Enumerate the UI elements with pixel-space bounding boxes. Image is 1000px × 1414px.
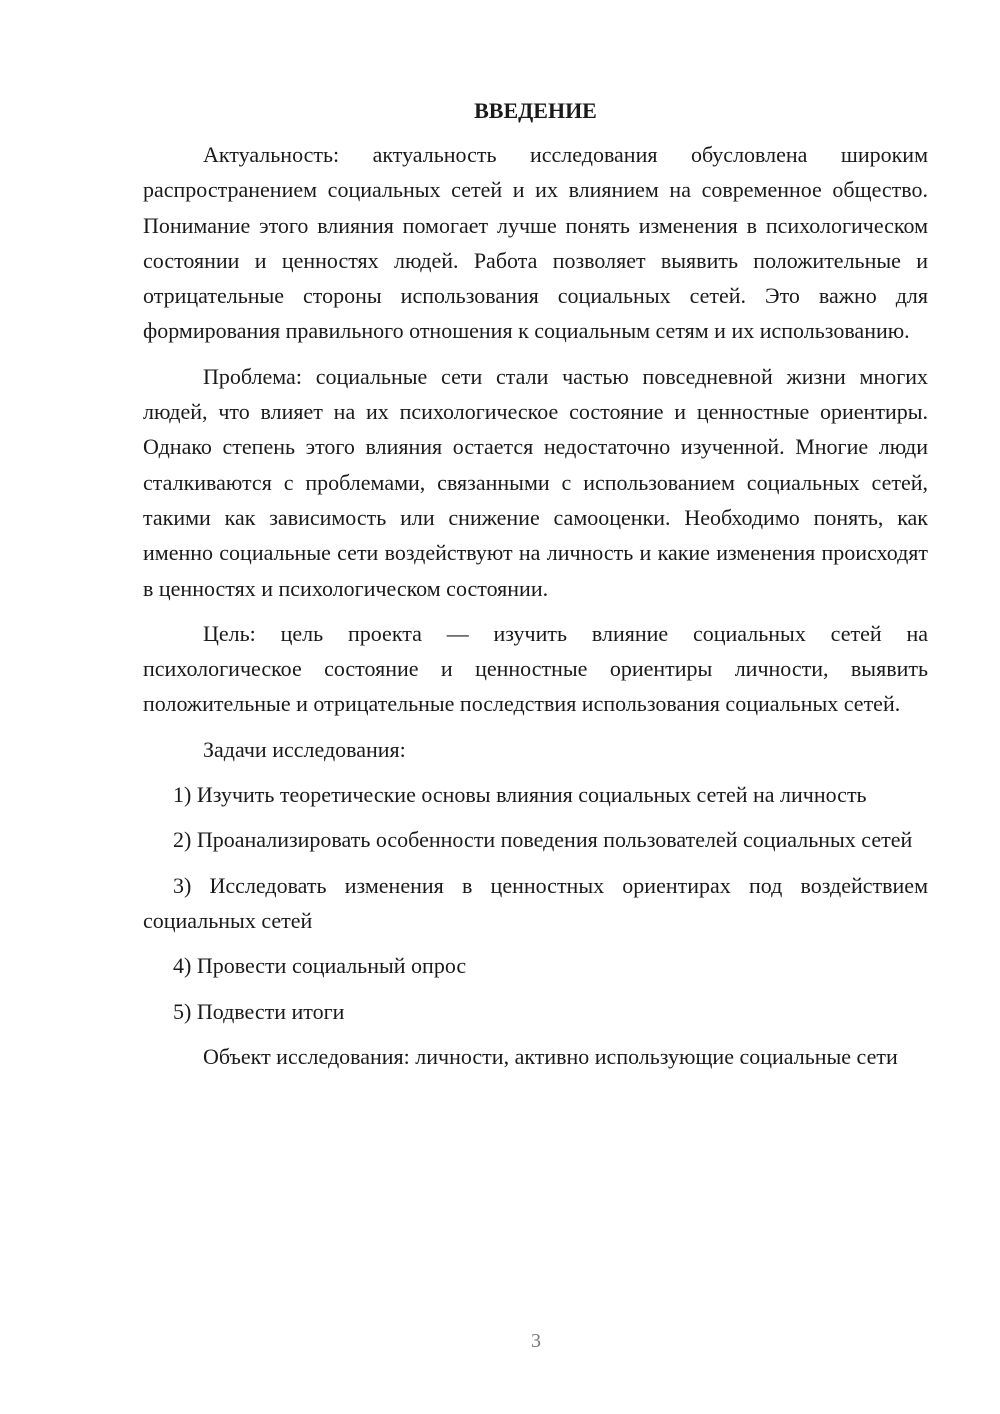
section-title: ВВЕДЕНИЕ	[474, 98, 597, 123]
tasks-heading: Задачи исследования:	[203, 736, 406, 762]
document-page	[143, 93, 928, 1084]
page-number: 3	[531, 1330, 541, 1352]
task-item: 2) Проанализировать особенности поведения пользователей социальных сетей	[173, 827, 913, 853]
paragraph-relevance: Актуальность: актуальность исследования обусловлена широким распространением социальных сетей и их влиянием на современное общество. Понимание этого влияния помогает лучше понять изменения в психологическом состоянии и ценностях людей. Работа позволяет выявить положительные и отрицательные стороны использования социальных сетей. Это важно для формирования правильного отношения к социальным сетям и их использованию.	[143, 142, 928, 344]
paragraph-object: Объект исследования: личности, активно использующие социальные сети	[203, 1043, 898, 1069]
paragraph-goal: Цель: цель проекта — изучить влияние социальных сетей на психологическое состояние и ценностные ориентиры личности, выявить положительные и отрицательные последствия использования социальных сетей.	[143, 620, 928, 717]
tasks-list	[143, 777, 928, 1029]
task-item: 5) Подвести итоги	[173, 998, 345, 1024]
task-item: 1) Изучить теоретические основы влияния социальных сетей на личность	[173, 782, 867, 808]
task-item: 4) Провести социальный опрос	[173, 953, 467, 979]
task-item: 3) Исследовать изменения в ценностных ориентирах под воздействием социальных сетей	[143, 872, 928, 933]
paragraph-problem: Проблема: социальные сети стали частью повседневной жизни многих людей, что влияет на их психологическое состояние и ценностные ориентиры. Однако степень этого влияния остается недостаточно изученной. Многие люди сталкиваются с проблемами, связанными с использованием социальных сетей, такими как зависимость или снижение самооценки. Необходимо понять, как именно социальные сети воздействуют на личность и какие изменения происходят в ценностях и психологическом состоянии.	[143, 363, 928, 601]
